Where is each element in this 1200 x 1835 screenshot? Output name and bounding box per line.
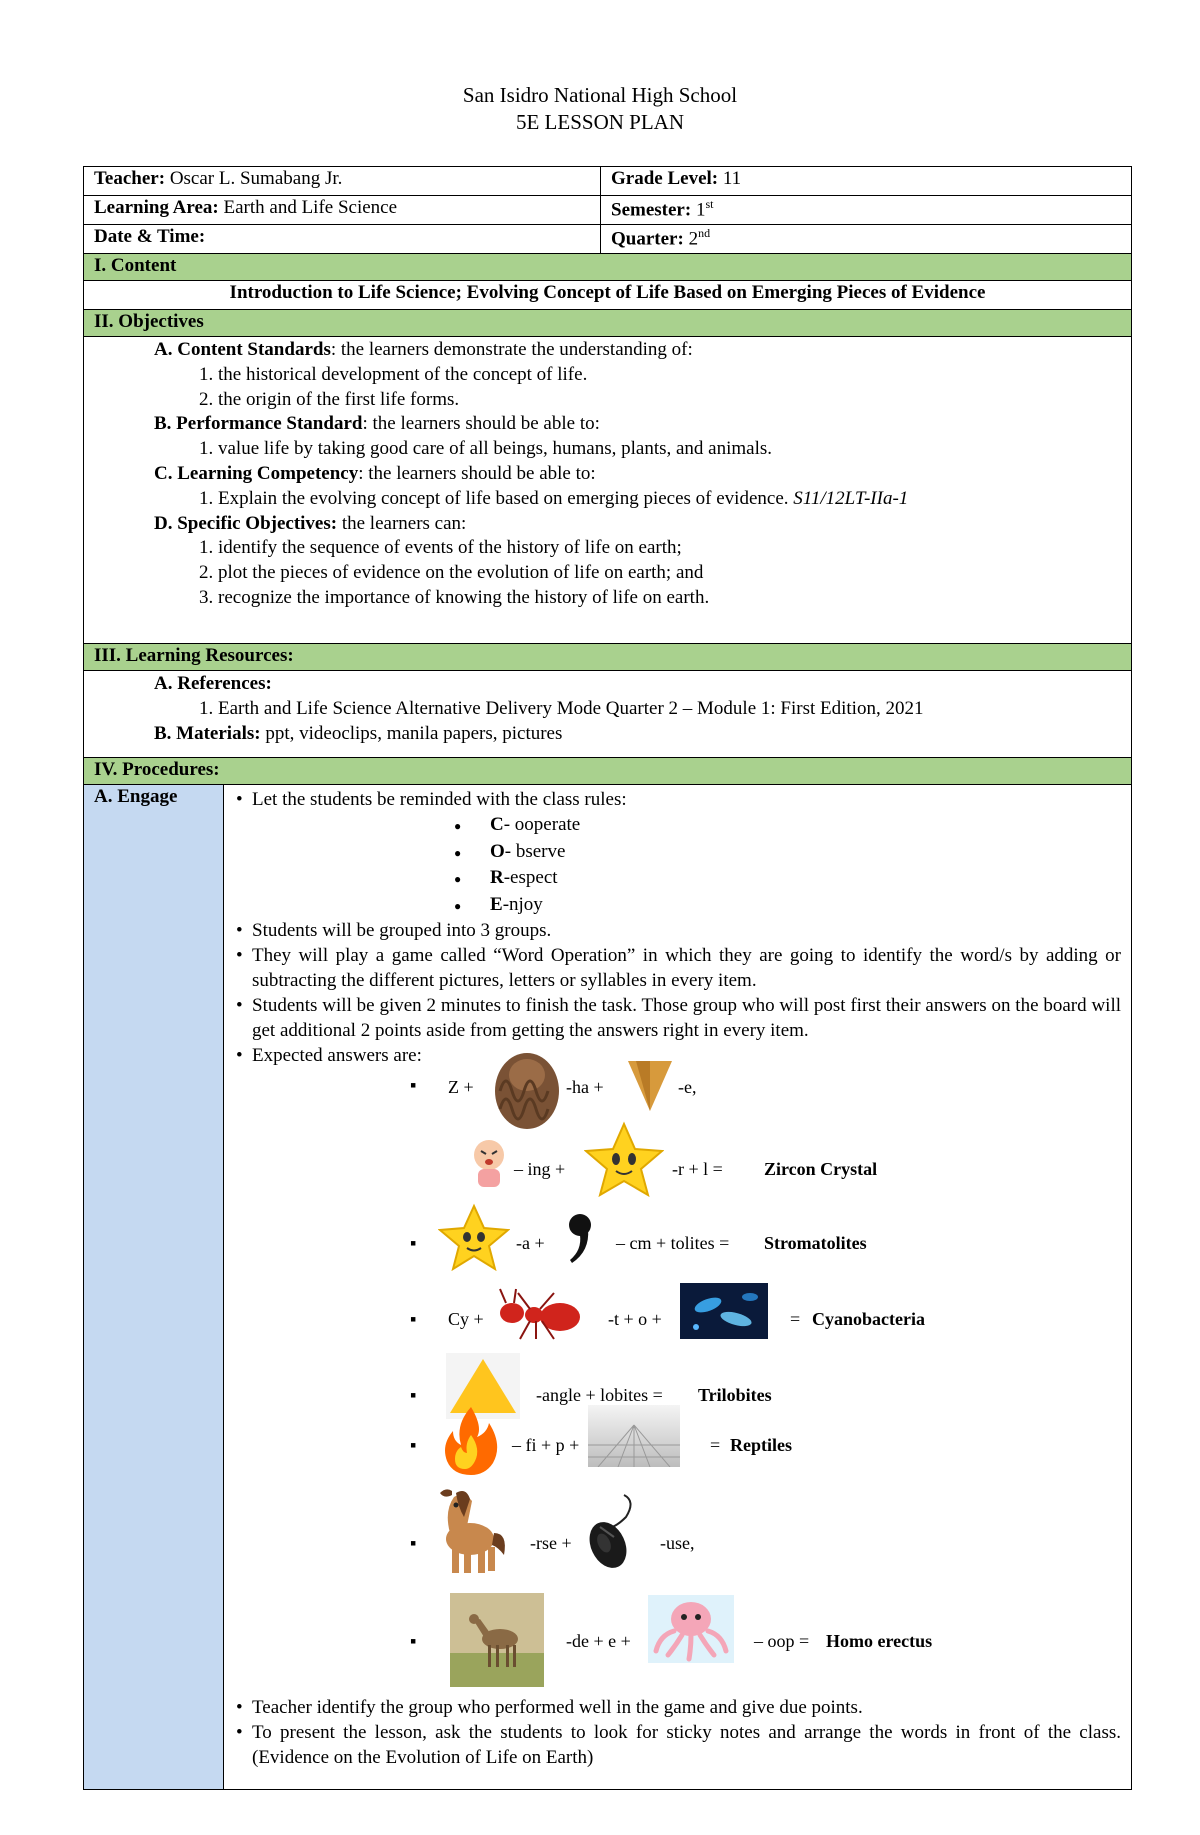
puzzle-bullet: [410, 1233, 416, 1255]
mouse-icon: [584, 1493, 644, 1573]
competency-code: S11/12LT-IIa-1: [793, 487, 909, 509]
puzzle-bullet: [410, 1533, 416, 1555]
procedures-heading-row: IV. Procedures:: [84, 758, 1132, 785]
area-cell: Learning Area: Earth and Life Science: [84, 196, 601, 225]
tile-floor-icon: [588, 1405, 680, 1467]
puzzle-bullet: [410, 1075, 416, 1097]
octopus-icon: [648, 1595, 734, 1663]
star-icon: [584, 1121, 664, 1197]
resources-heading-row: III. Learning Resources:: [84, 644, 1132, 671]
lesson-plan-table: [83, 166, 1132, 1790]
rule-item: ● R-espect: [454, 865, 1121, 892]
content-title: Introduction to Life Science; Evolving Concept of Life Based on Emerging Pieces of Evidence: [84, 281, 1132, 310]
ant-icon: [496, 1285, 584, 1343]
class-rules-list: [454, 812, 1121, 918]
cone-icon: [626, 1057, 674, 1113]
horse-icon: [426, 1485, 508, 1577]
puzzle-bullet: [410, 1435, 416, 1457]
info-row-area: [84, 196, 1132, 225]
info-row-date: [84, 225, 1132, 254]
puzzle-bullet: [410, 1385, 416, 1407]
teacher-name: Oscar L. Sumabang Jr.: [169, 168, 343, 189]
resources-row: [84, 671, 1132, 758]
star-icon: [438, 1203, 510, 1271]
closing-bullets: • Teacher identify the group who performed well in the game and give due points. • To present the lesson, ask the students to look for sticky notes and arrange the words in front of the class. (Evidence on the Evolution of Life on Earth): [234, 1695, 1121, 1770]
teacher-cell: Teacher: Oscar L. Sumabang Jr.: [84, 167, 601, 196]
engage-row: [84, 785, 1132, 1790]
fire-icon: [440, 1405, 502, 1475]
date-cell: Date & Time:: [84, 225, 601, 254]
rule-item: ● O- bserve: [454, 839, 1121, 866]
grade-cell: Grade Level: 11: [601, 167, 1132, 196]
rule-item: ● E-njoy: [454, 892, 1121, 919]
quarter-cell: Quarter: 2nd: [601, 225, 1132, 254]
engage-label: A. Engage: [84, 785, 224, 1790]
rule-item: ● C- ooperate: [454, 812, 1121, 839]
objectives-row: [84, 337, 1132, 644]
crying-baby-icon: [469, 1137, 509, 1189]
page-header: [0, 82, 1200, 136]
semester-cell: Semester: 1st: [601, 196, 1132, 225]
area-value: Earth and Life Science: [223, 197, 398, 218]
objectives-heading-row: II. Objectives: [84, 310, 1132, 337]
puzzle-bullet: [410, 1309, 416, 1331]
resources-cell: A. References: 1. Earth and Life Science Alternative Delivery Mode Quarter 2 – Module 1: First Edition, 2021 B. Materials: ppt, videoclips, manila papers, pictures: [84, 671, 1132, 758]
puzzle-bullet: [410, 1631, 416, 1653]
hair-icon: [492, 1051, 562, 1131]
document-title: 5E LESSON PLAN: [515, 110, 684, 134]
content-title-row: [84, 281, 1132, 310]
content-heading-row: I. Content: [84, 254, 1132, 281]
grade-value: 11: [722, 168, 742, 189]
engage-cell: • Let the students be reminded with the class rules: ● C- ooperate ● O- bserve ● R-espect ● E-njoy • Students will be grouped into 3 groups. • They will play a game called “Word Operation” in which they are going to identify the word/s by adding or subtracting the different pictures, letters or syllables in every item. • Students will be given 2 minutes to finish the task. Those group who will post first their answers on the board will get additional 2 points aside from getting the answers right in every item. • Expected answers are: ▪ Z + -ha + -e, – ing + -r + l = Zircon Crystal ▪ -a + – cm + tolites = Stromatolites ▪ Cy + -t + o + = Cyanobacteria ▪ -angle + lobites = Trilobites ▪ – fi + p + = Reptiles ▪ -rse + -use, ▪ -de + e + – oop = Homo erectus • Teacher identify the group who performed well in the game and give due points. • To present the lesson, ask the students to look for sticky notes and arrange the words in front of the class. (Evidence on the Evolution of Life on Earth): [224, 785, 1132, 1790]
objectives-cell: A. Content Standards: the learners demonstrate the understanding of: 1. the historical development of the concept of life. 2. the origin of the first life forms. B. Performance Standard: the learners should be able to: 1. value life by taking good care of all beings, humans, plants, and animals. C. Learning Competency: the learners should be able to: 1. Explain the evolving concept of life based on emerging pieces of evidence. S11/12LT-IIa-1 D. Specific Objectives: the learners can: 1. identify the sequence of events of the history of life on earth; 2. plot the pieces of evidence on the evolution of life on earth; and 3. recognize the importance of knowing the history of life on earth.: [84, 337, 1132, 644]
comma-icon: [566, 1211, 594, 1265]
deer-icon: [450, 1593, 544, 1687]
bacteria-icon: [680, 1283, 768, 1339]
info-row-teacher: [84, 167, 1132, 196]
school-name: San Isidro National High School: [462, 83, 738, 107]
